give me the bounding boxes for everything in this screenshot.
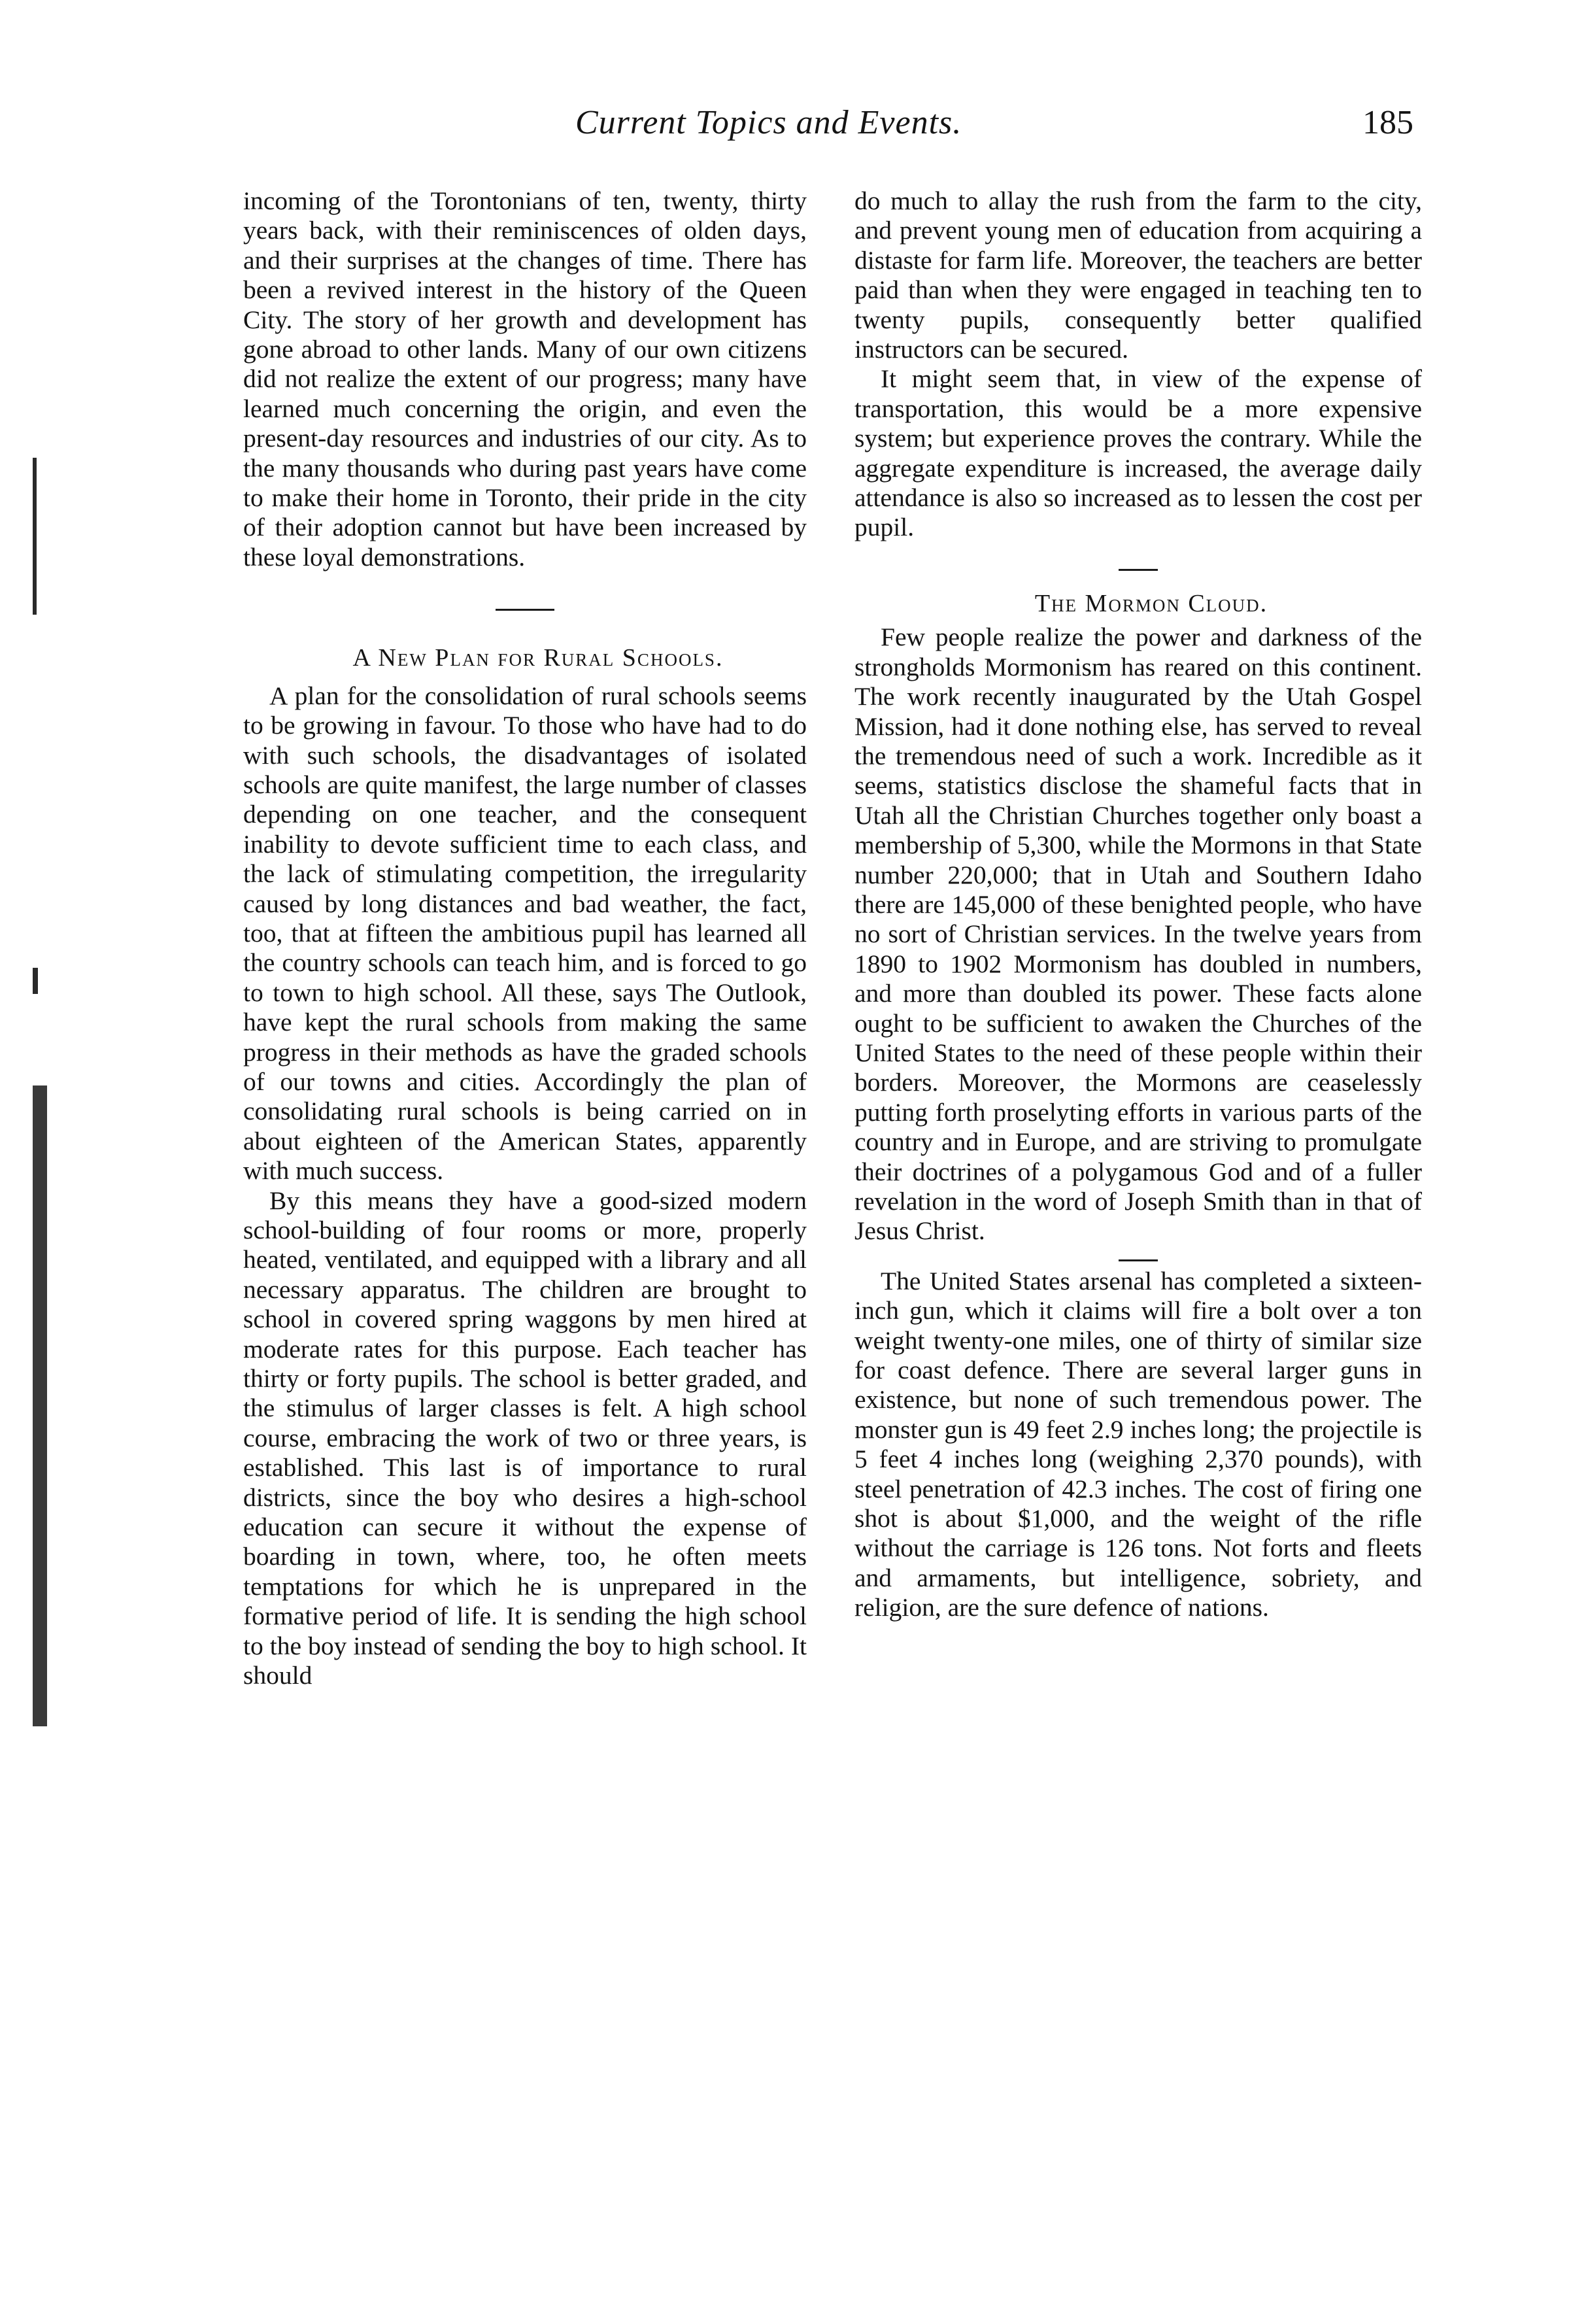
left-column — [243, 186, 807, 1691]
paragraph: Few people realize the power and darkness of the strongholds Mormonism has reared on this continent. The work recently inaugurated by the Utah Gospel Mission, had it done nothing else, has served to reveal the tremendous need of such a work. Incredible as it seems, statistics disclose the shameful facts that in Utah all the Christian Churches together only boast a membership of 5,300, while the Mormons in that State number 220,000; that in Utah and Southern Idaho there are 145,000 of these benighted people, who have no sort of Christian services. In the twelve years from 1890 to 1902 Mormonism has doubled in numbers, and more than doubled its power. These facts alone ought to be sufficient to awaken the Churches of the United States to the need of these people within their borders. Moreover, the Mormons are ceaselessly putting forth proselyting efforts in various parts of the country and in Europe, and are striving to promulgate their doctrines of a polygamous God and of a fuller revelation in the word of Joseph Smith than in that of Jesus Christ. — [854, 623, 1422, 1246]
paragraph: It might seem that, in view of the expense of transportation, this would be a more expensive system; but experience proves the contrary. While the aggregate expenditure is increased, the average daily attendance is also so increased as to lessen the cost per pupil. — [854, 364, 1422, 542]
paragraph: A plan for the consolidation of rural schools seems to be growing in favour. To those who have had to do with such schools, the disadvantages of isolated schools are quite manifest, the large number of classes depending on one teacher, and the consequent inability to devote sufficient time to each class, and the lack of stimulating competition, the irregularity caused by long distances and bad weather, the fact, too, that at fifteen the ambitious pupil has learned all the country schools can teach him, and is forced to go to town to high school. All these, says The Outlook, have kept the rural schools from making the same progress in their methods as have the graded schools of our towns and cities. Accordingly the plan of consolidating rural schools is being carried on in about eighteen of the American States, apparently with much success. — [243, 681, 807, 1186]
scan-edge-mark — [33, 458, 37, 615]
right-column — [854, 186, 1422, 1623]
scan-edge-mark — [33, 1085, 47, 1726]
running-title: Current Topics and Events. — [575, 104, 962, 141]
page-number: 185 — [1362, 104, 1413, 141]
continuation-paragraph: do much to allay the rush from the farm to the city, and prevent young men of education from acquiring a distaste for farm life. Moreover, the teachers are better paid than when they were engaged in teaching ten to twenty pupils, consequently better qualified instructors can be secured. — [854, 186, 1422, 364]
section-heading-mormon-cloud: The Mormon Cloud. — [1034, 589, 1268, 617]
paragraph: By this means they have a good-sized modern school-building of four rooms or more, properly heated, ventilated, and equipped with a library and all necessary apparatus. The children are brought to school in covered spring waggons by men hired at moderate rates for this purpose. Each teacher has thirty or forty pupils. The school is better graded, and the stimulus of larger classes is felt. A high school course, embracing the work of two or three years, is established. This last is of importance to rural districts, since the boy who desires a high-school education can secure it without the expense of boarding in town, where, too, he often meets temptations for which he is unprepared in the formative period of life. It is sending the high school to the boy instead of sending the boy to high school. It should — [243, 1186, 807, 1690]
scan-edge-mark — [33, 968, 38, 994]
intro-paragraph: incoming of the Torontonians of ten, twenty, thirty years back, with their reminiscences of olden days, and their surprises at the changes of time. There has been a revived interest in the history of the Queen City. The story of her growth and development has gone abroad to other lands. Many of our own citizens did not realize the extent of our progress; many have learned much concerning the origin, and even the present-day resources and industries of our city. As to the many thousands who during past years have come to make their home in Toronto, their pride in the city of their adoption cannot but have been increased by these loyal demonstrations. — [243, 186, 807, 572]
section-heading-rural-schools: A New Plan for Rural Schools. — [352, 644, 724, 672]
paragraph: The United States arsenal has completed a sixteen-inch gun, which it claims will fire a bolt over a ton weight twenty-one miles, one of thirty of similar size for coast defence. There are several larger guns in existence, but none of such tremendous power. The monster gun is 49 feet 2.9 inches long; the projectile is 5 feet 4 inches long (weighing 2,370 pounds), with steel penetration of 42.3 inches. The cost of firing one shot is about $1,000, and the weight of the rifle without the carriage is 126 tons. Not forts and fleets and armaments, but intelligence, sobriety, and religion, are the sure defence of nations. — [854, 1266, 1422, 1622]
